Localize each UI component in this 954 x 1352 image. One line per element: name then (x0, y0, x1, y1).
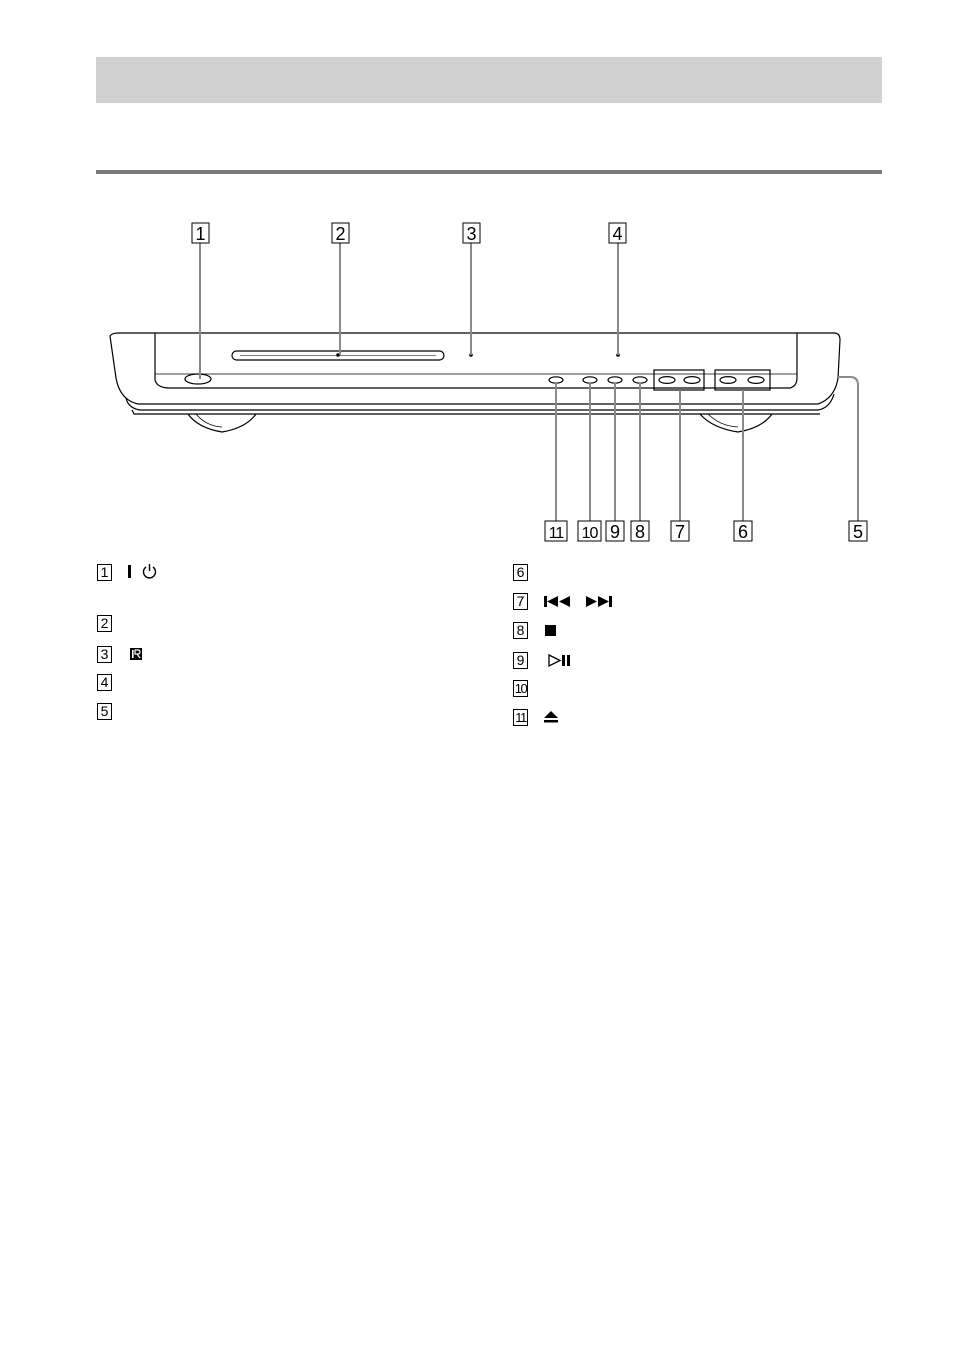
stop-icon (542, 622, 558, 638)
callout-5 (849, 521, 867, 542)
callout-9 (606, 521, 624, 542)
eject-icon (542, 709, 560, 725)
front-panel-diagram (0, 0, 954, 560)
legend-item-4 (97, 672, 112, 692)
legend-number: 11 (513, 709, 528, 726)
svg-text:8: 8 (634, 522, 646, 542)
legend-number: 2 (97, 615, 112, 632)
play-pause-icon (542, 652, 574, 668)
callout-7 (671, 521, 689, 542)
svg-text:7: 7 (674, 522, 686, 542)
legend-number: 10 (514, 680, 527, 696)
svg-text:5: 5 (852, 522, 864, 542)
legend-number: 1 (97, 564, 112, 581)
callout-3 (463, 223, 480, 244)
legend-item-11 (513, 707, 560, 727)
callout-4 (609, 223, 626, 244)
svg-text:1: 1 (195, 224, 206, 244)
svg-text:3: 3 (466, 224, 477, 244)
callout-10 (578, 521, 601, 542)
svg-text:9: 9 (609, 522, 621, 542)
legend-number: 4 (97, 674, 112, 691)
remote-sensor-icon (126, 646, 144, 662)
callout-6 (734, 521, 752, 542)
callout-11 (545, 521, 567, 542)
svg-text:6: 6 (737, 522, 749, 542)
legend-item-7 (513, 591, 620, 611)
power-icon (126, 563, 160, 581)
callout-1 (192, 223, 209, 244)
legend-number: 5 (97, 703, 112, 720)
legend-number: 6 (513, 564, 528, 581)
legend-number: 9 (513, 652, 528, 669)
legend-item-9 (513, 650, 574, 670)
legend-number: 3 (97, 646, 112, 663)
callout-8 (631, 521, 649, 542)
legend-item-6 (513, 562, 528, 582)
legend-item-3 (97, 644, 144, 664)
svg-text:11: 11 (548, 525, 564, 542)
svg-text:2: 2 (335, 224, 346, 244)
svg-text:10: 10 (581, 525, 598, 542)
legend-item-5 (97, 701, 112, 721)
prev-next-icon (542, 593, 620, 609)
leader-line-5 (838, 377, 858, 521)
legend-number: 8 (513, 622, 528, 639)
svg-text:4: 4 (612, 224, 623, 244)
legend-item-8 (513, 620, 558, 640)
legend-number: 7 (513, 593, 528, 610)
legend-item-1 (97, 562, 160, 582)
legend-item-2 (97, 613, 112, 633)
legend-item-10 (513, 678, 528, 698)
callout-2 (332, 223, 349, 244)
